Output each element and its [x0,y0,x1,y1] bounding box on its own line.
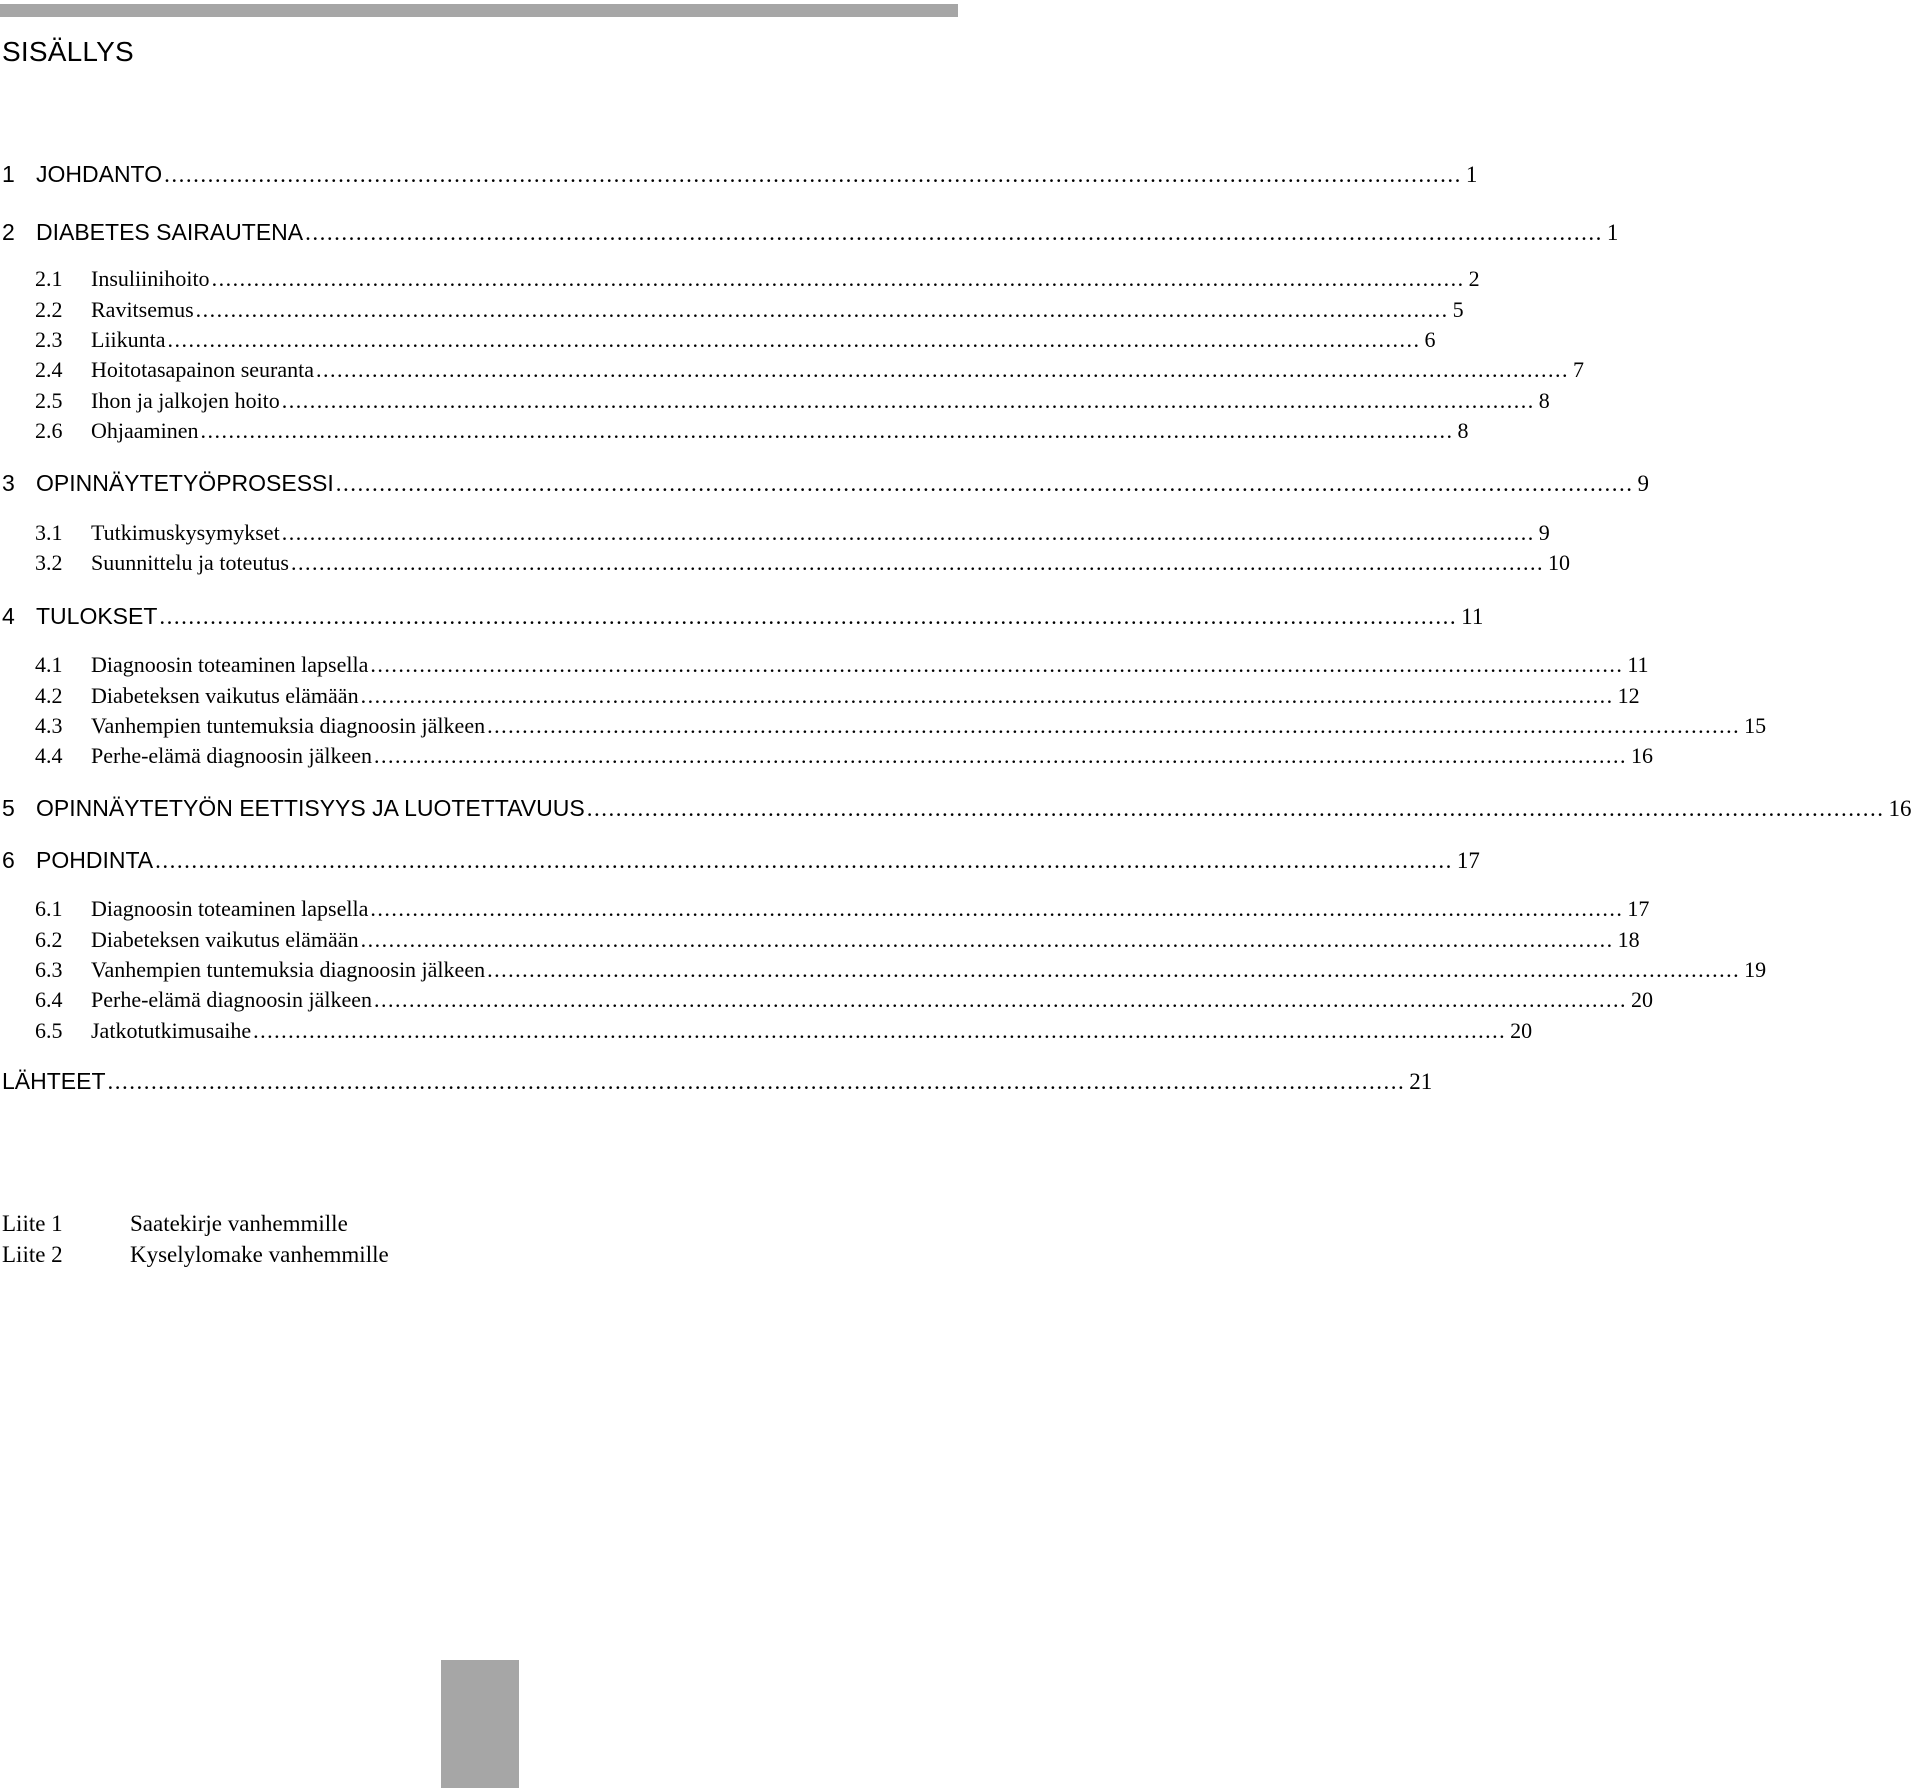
toc-entry-page: 20 [1631,987,1654,1012]
toc-entry-number: 3.1 [35,520,63,545]
appendix-item [0,1208,600,1240]
toc-dot-leader: ................................................................................................................................................................................... [305,220,1603,245]
toc-entry-number: 4.3 [35,713,63,738]
toc-entry-number: 6.5 [35,1018,63,1043]
toc-entry-page: 17 [1627,896,1650,921]
toc-entry[interactable] [0,740,1654,772]
toc-dot-leader: ................................................................................................................................................................................... [155,848,1453,873]
toc-dot-leader: ................................................................................................................................................................................... [164,162,1462,187]
toc-entry-page: 16 [1888,796,1911,821]
toc-entry-label: Vanhempien tuntemuksia diagnoosin jälkeen [91,713,486,738]
toc-entry-label: LÄHTEET [2,1068,106,1094]
toc-entry-page: 21 [1409,1069,1433,1094]
toc-entry-page: 6 [1424,327,1436,352]
toc-entry-number: 4.4 [35,743,63,768]
toc-entry-page: 17 [1456,848,1480,873]
toc-dot-leader: ................................................................................................................................................................................... [586,796,1885,821]
toc-entry-number: 2.3 [35,327,63,352]
toc-dot-leader: ................................................................................................................................................................................... [281,520,1535,545]
toc-entry-label: Perhe-elämä diagnoosin jälkeen [91,987,373,1012]
toc-entry-page: 8 [1457,418,1469,443]
toc-entry[interactable] [0,680,1640,712]
header-bar [0,4,958,17]
toc-entry-number: 2.2 [35,297,63,322]
toc-entry-page: 11 [1461,604,1484,629]
toc-entry[interactable] [0,294,1464,326]
toc-entry[interactable] [0,467,1650,499]
toc-entry-label: DIABETES SAIRAUTENA [36,219,304,245]
toc-dot-leader: ................................................................................................................................................................................... [200,418,1454,443]
toc-dot-leader: ................................................................................................................................................................................... [316,357,1569,382]
toc-entry-page: 16 [1631,743,1654,768]
toc-entry-number: 2.1 [35,266,63,291]
toc-entry-label: Perhe-elämä diagnoosin jälkeen [91,743,373,768]
toc-entry-label: Diabeteksen vaikutus elämään [91,683,359,708]
toc-entry-page: 11 [1627,652,1649,677]
page-footer-tab [441,1660,519,1788]
toc-entry-label: Diabeteksen vaikutus elämään [91,927,359,952]
toc-entry[interactable] [0,954,1767,986]
toc-entry-number: 2 [2,219,15,245]
toc-entry-page: 2 [1468,266,1480,291]
toc-entry[interactable] [0,415,1469,447]
toc-entry-label: Hoitotasapainon seuranta [91,357,314,382]
toc-entry[interactable] [0,547,1570,579]
toc-entry-number: 1 [2,161,15,187]
toc-dot-leader: ................................................................................................................................................................................... [370,896,1624,921]
toc-entry-page: 5 [1452,297,1464,322]
toc-dot-leader: ................................................................................................................................................................................... [360,927,1614,952]
toc-entry[interactable] [0,984,1654,1016]
toc-entry[interactable] [0,649,1649,681]
toc-entry-number: 5 [2,795,15,821]
toc-entry-page: 10 [1548,550,1570,575]
appendix-title: Kyselylomake vanhemmille [130,1242,389,1267]
toc-entry-number: 2.6 [35,418,63,443]
toc-entry-page: 20 [1510,1018,1533,1043]
toc-entry-number: 2.4 [35,357,63,382]
toc-entry-label: Ihon ja jalkojen hoito [91,388,280,413]
toc-entry-number: 2.5 [35,388,63,413]
toc-entry[interactable] [0,158,1478,190]
toc-entry-number: 3.2 [35,550,63,575]
toc-entry[interactable] [0,354,1584,386]
toc-dot-leader: ................................................................................................................................................................................... [335,471,1634,496]
toc-entry-label: OPINNÄYTETYÖN EETTISYYS JA LUOTETTAVUUS [36,795,585,821]
toc-entry-label: Diagnoosin toteaminen lapsella [91,652,369,677]
toc-entry[interactable] [0,517,1550,549]
appendix-id: Liite 1 [2,1211,63,1236]
toc-entry-label: Jatkotutkimusaihe [91,1018,252,1043]
toc-entry-number: 6.1 [35,896,63,921]
appendix-item [0,1239,600,1271]
toc-entry-number: 4 [2,603,15,629]
toc-entry-number: 4.1 [35,652,63,677]
toc-entry-label: Insuliinihoito [91,266,210,291]
toc-entry[interactable] [0,924,1640,956]
toc-entry-label: Liikunta [91,327,166,352]
toc-dot-leader: ................................................................................................................................................................................... [374,743,1628,768]
toc-entry-label: Ravitsemus [91,297,194,322]
toc-entry[interactable] [0,792,1911,824]
toc-entry[interactable] [0,844,1480,876]
toc-entry-label: JOHDANTO [36,161,163,187]
page-title: SISÄLLYS [2,36,134,67]
toc-dot-leader: ................................................................................................................................................................................... [487,957,1741,982]
toc-entry[interactable] [0,385,1550,417]
toc-dot-leader: ................................................................................................................................................................................... [107,1069,1406,1094]
toc-dot-leader: ................................................................................................................................................................................... [374,987,1628,1012]
toc-entry-page: 9 [1637,471,1650,496]
toc-entry[interactable] [0,263,1480,295]
toc-entry[interactable] [0,324,1436,356]
toc-dot-leader: ................................................................................................................................................................................... [159,604,1458,629]
toc-entry-page: 15 [1744,713,1767,738]
toc-entry-number: 4.2 [35,683,63,708]
toc-dot-leader: ................................................................................................................................................................................... [281,388,1535,413]
toc-dot-leader: ................................................................................................................................................................................... [211,266,1465,291]
toc-entry-page: 7 [1573,357,1584,382]
toc-entry-page: 12 [1617,683,1640,708]
toc-entry[interactable] [0,1015,1533,1047]
toc-entry-page: 1 [1606,220,1619,245]
toc-dot-leader: ................................................................................................................................................................................... [360,683,1614,708]
toc-dot-leader: ................................................................................................................................................................................... [167,327,1421,352]
toc-entry-number: 6 [2,847,15,873]
toc-entry-number: 3 [2,470,15,496]
toc-entry[interactable] [0,1068,1433,1100]
toc-entry-page: 8 [1538,388,1550,413]
appendix-title: Saatekirje vanhemmille [130,1211,348,1236]
toc-entry-label: Ohjaaminen [91,418,199,443]
toc-dot-leader: ................................................................................................................................................................................... [487,713,1741,738]
toc-entry[interactable] [0,710,1767,742]
toc-entry-label: Suunnittelu ja toteutus [91,550,289,575]
toc-entry-label: Diagnoosin toteaminen lapsella [91,896,369,921]
toc-entry-page: 18 [1617,927,1640,952]
toc-entry[interactable] [0,600,1484,632]
toc-entry-label: Vanhempien tuntemuksia diagnoosin jälkeen [91,957,486,982]
toc-entry-label: Tutkimuskysymykset [91,520,280,545]
appendix-id: Liite 2 [2,1242,63,1267]
toc-entry-label: POHDINTA [36,847,154,873]
toc-entry-label: TULOKSET [36,603,158,629]
toc-entry-page: 1 [1465,162,1478,187]
toc-entry[interactable] [0,893,1650,925]
toc-entry-page: 9 [1538,520,1550,545]
toc-dot-leader: ................................................................................................................................................................................... [195,297,1449,322]
toc-dot-leader: ................................................................................................................................................................................... [291,550,1544,575]
toc-entry-number: 6.3 [35,957,63,982]
toc-entry-number: 6.2 [35,927,63,952]
toc-dot-leader: ................................................................................................................................................................................... [253,1018,1507,1043]
toc-entry-page: 19 [1744,957,1767,982]
toc-entry[interactable] [0,216,1619,248]
toc-entry-label: OPINNÄYTETYÖPROSESSI [36,470,334,496]
toc-dot-leader: ................................................................................................................................................................................... [370,652,1624,677]
toc-entry-number: 6.4 [35,987,63,1012]
